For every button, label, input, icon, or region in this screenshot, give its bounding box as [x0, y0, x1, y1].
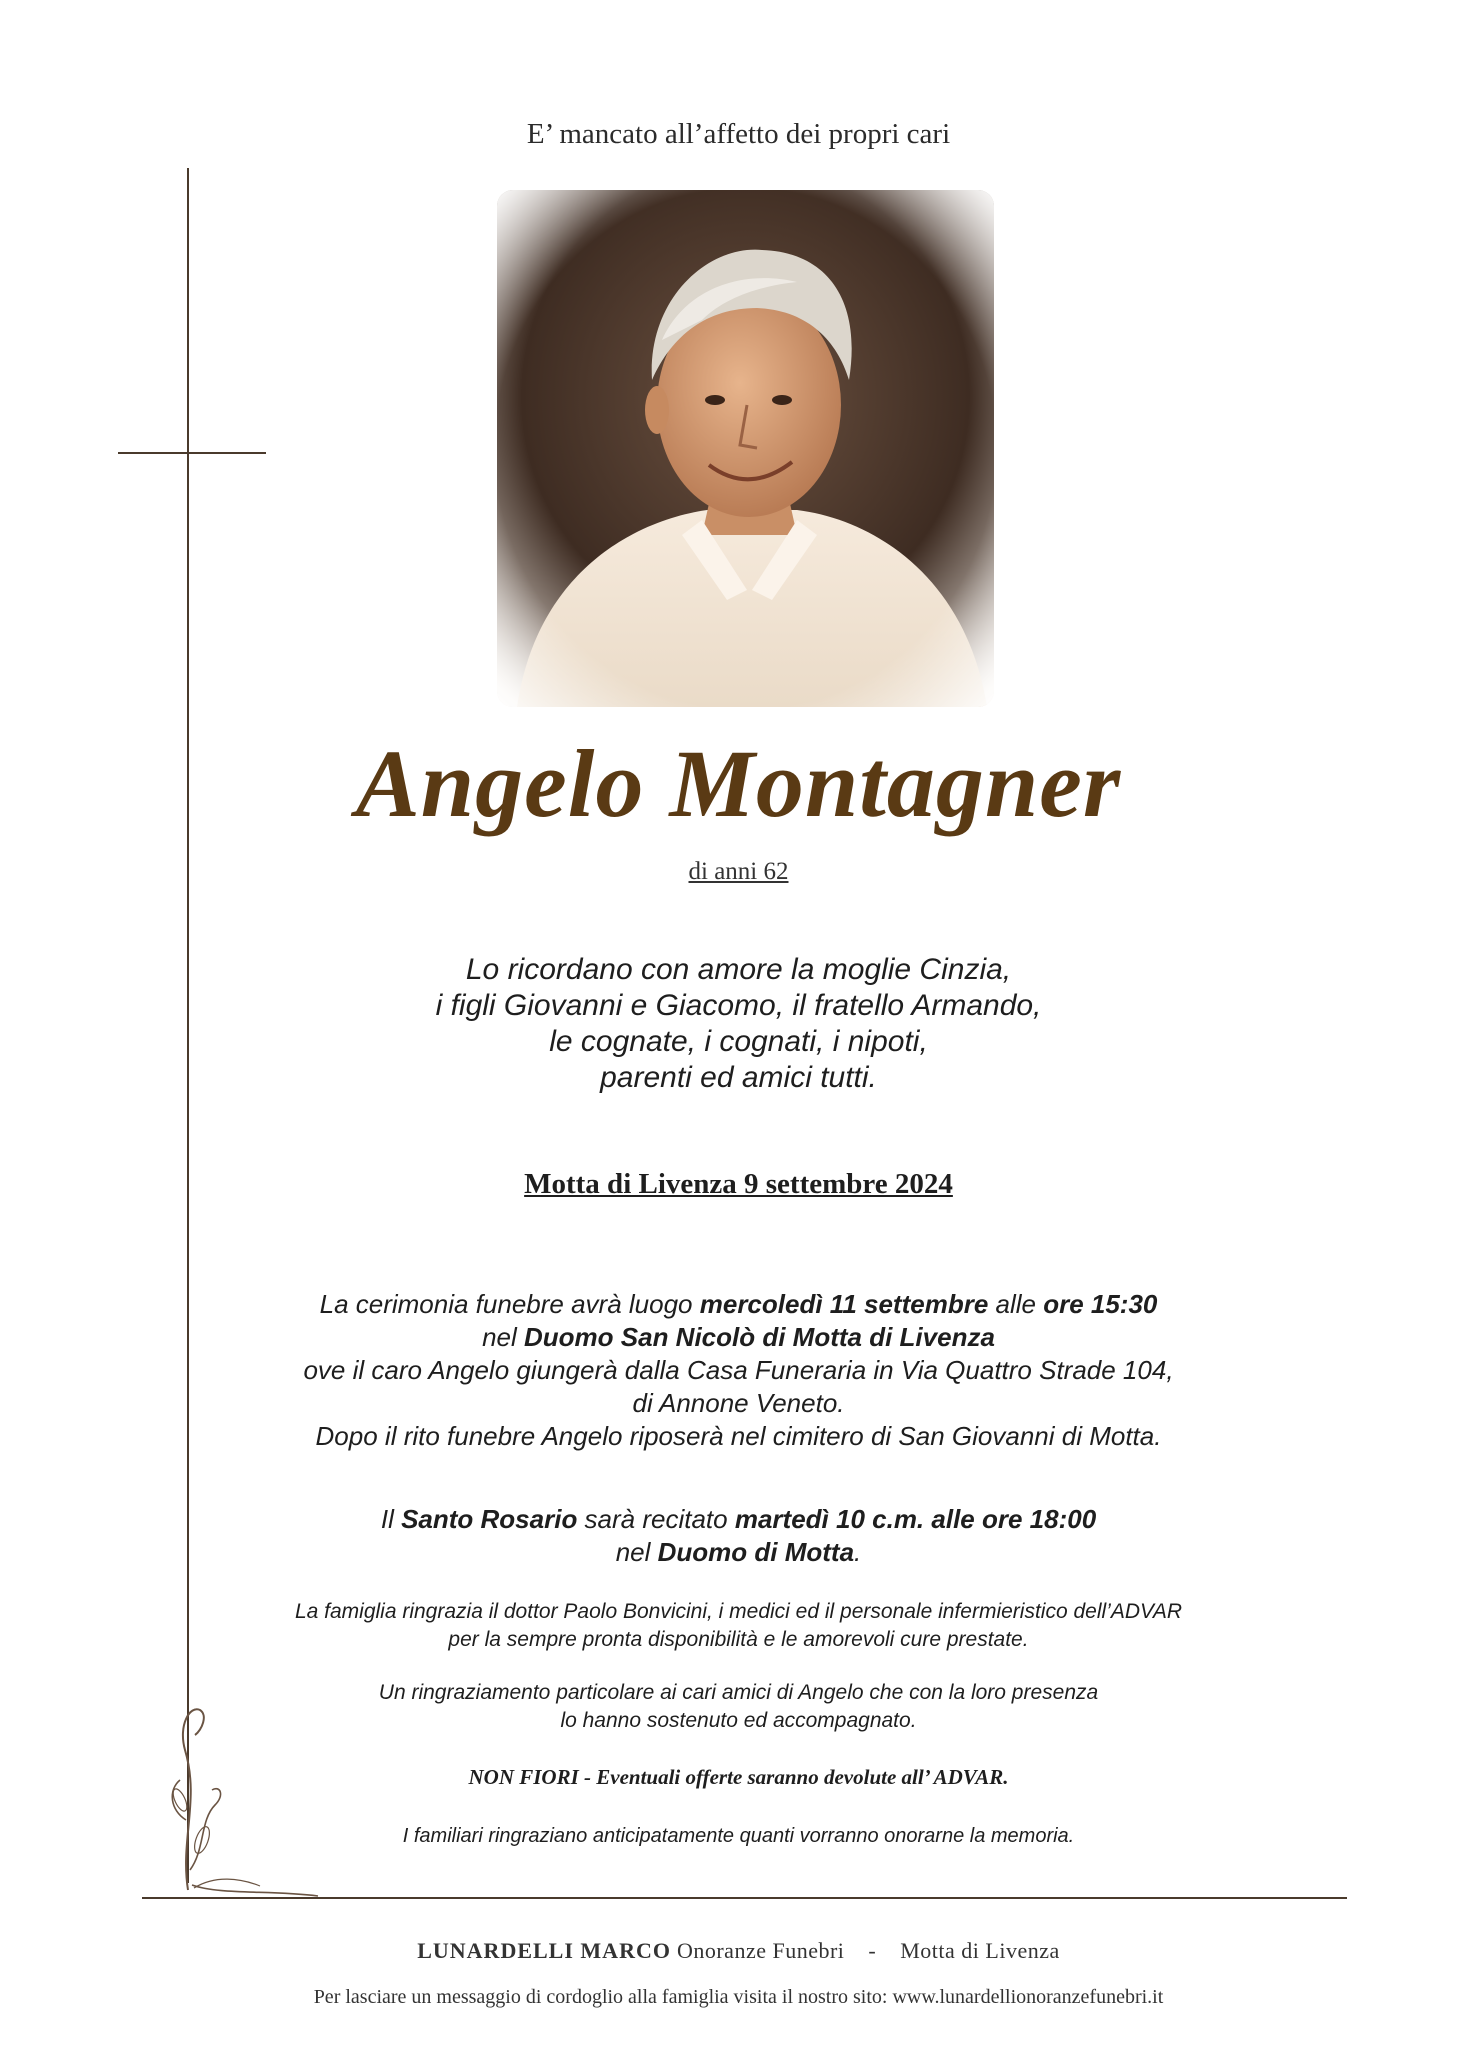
rosary-line-2: [0, 1536, 1477, 1569]
thanks-line: Un ringraziamento particolare ai cari amici di Angelo che con la loro presenza: [378, 1681, 1099, 1704]
age-text: di anni 62: [688, 858, 789, 885]
thanks-line: per la sempre pronta disponibilità e le amorevoli cure prestate.: [448, 1628, 1029, 1651]
place-date: [0, 1168, 1477, 1201]
ceremony-line-3: ove il caro Angelo giungerà dalla Casa Funeraria in Via Quattro Strade 104,: [303, 1355, 1174, 1385]
rosary-title: Santo Rosario: [401, 1504, 578, 1534]
age-line: [0, 858, 1477, 886]
agency-city: Motta di Livenza: [900, 1938, 1060, 1963]
mourners-line: le cognate, i cognati, i nipoti,: [549, 1025, 928, 1058]
mourners-line: Lo ricordano con amore la moglie Cinzia,: [465, 953, 1012, 986]
rosary-text: .: [854, 1537, 862, 1567]
ceremony-line-2: [0, 1321, 1477, 1354]
rosary-time: martedì 10 c.m. alle ore 18:00: [734, 1504, 1097, 1534]
portrait-illustration: [497, 190, 994, 707]
ceremony-line-5: Dopo il rito funebre Angelo riposerà nel cimitero di San Giovanni di Motta.: [315, 1421, 1162, 1451]
agency-type: Onoranze Funebri: [676, 1938, 845, 1963]
rosary-text: sarà recitato: [577, 1504, 735, 1534]
final-thanks: I familiari ringraziano anticipatamente quanti vorranno onorarne la memoria.: [402, 1825, 1075, 1847]
ceremony-text: nel: [482, 1322, 524, 1352]
ceremony-block: [0, 1288, 1477, 1453]
ceremony-church: Duomo San Nicolò di Motta di Livenza: [524, 1322, 995, 1352]
ceremony-line-4: di Annone Veneto.: [632, 1388, 845, 1418]
mourners-line: i figli Giovanni e Giacomo, il fratello Armando,: [435, 989, 1042, 1022]
agency-name: LUNARDELLI MARCO: [417, 1938, 671, 1963]
thanks-paragraph-1: [0, 1598, 1477, 1654]
ceremony-text: alle: [988, 1289, 1044, 1319]
mourners-block: [0, 952, 1477, 1096]
ceremony-line-1: [0, 1288, 1477, 1321]
cross-horizontal-line: [118, 452, 266, 454]
portrait-photo: [497, 190, 994, 707]
rosary-text: nel: [615, 1537, 658, 1567]
intro-text: E’ mancato all’affetto dei propri cari: [526, 118, 951, 150]
no-flowers-note: NON FIORI - Eventuali offerte saranno devolute all’ ADVAR.: [468, 1765, 1009, 1789]
agency-separator: -: [868, 1938, 877, 1963]
ceremony-time: ore 15:30: [1043, 1289, 1158, 1319]
rosary-block: [0, 1503, 1477, 1569]
ceremony-text: La cerimonia funebre avrà luogo: [319, 1289, 700, 1319]
thanks-line: lo hanno sostenuto ed accompagnato.: [560, 1709, 917, 1732]
mourners-line: parenti ed amici tutti.: [600, 1061, 877, 1094]
floral-ornament-icon: [160, 1690, 320, 1900]
thanks-line: La famiglia ringrazia il dottor Paolo Bonvicini, i medici ed il personale infermieristico dell’ADVAR: [294, 1600, 1183, 1623]
rosary-text: Il: [380, 1504, 402, 1534]
footer-divider: [142, 1897, 1347, 1899]
rosary-church: Duomo di Motta: [657, 1537, 855, 1567]
place-date-text: Motta di Livenza 9 settembre 2024: [524, 1168, 953, 1200]
condolence-site-message: Per lasciare un messaggio di cordoglio alla famiglia visita il nostro sito: www.lunardellionoranzefunebri.it: [313, 1986, 1164, 2008]
rosary-line-1: [0, 1503, 1477, 1536]
ceremony-day: mercoledì 11 settembre: [699, 1289, 989, 1319]
deceased-name: Angelo Montagner: [355, 730, 1122, 837]
funeral-agency: [0, 1938, 1477, 1964]
